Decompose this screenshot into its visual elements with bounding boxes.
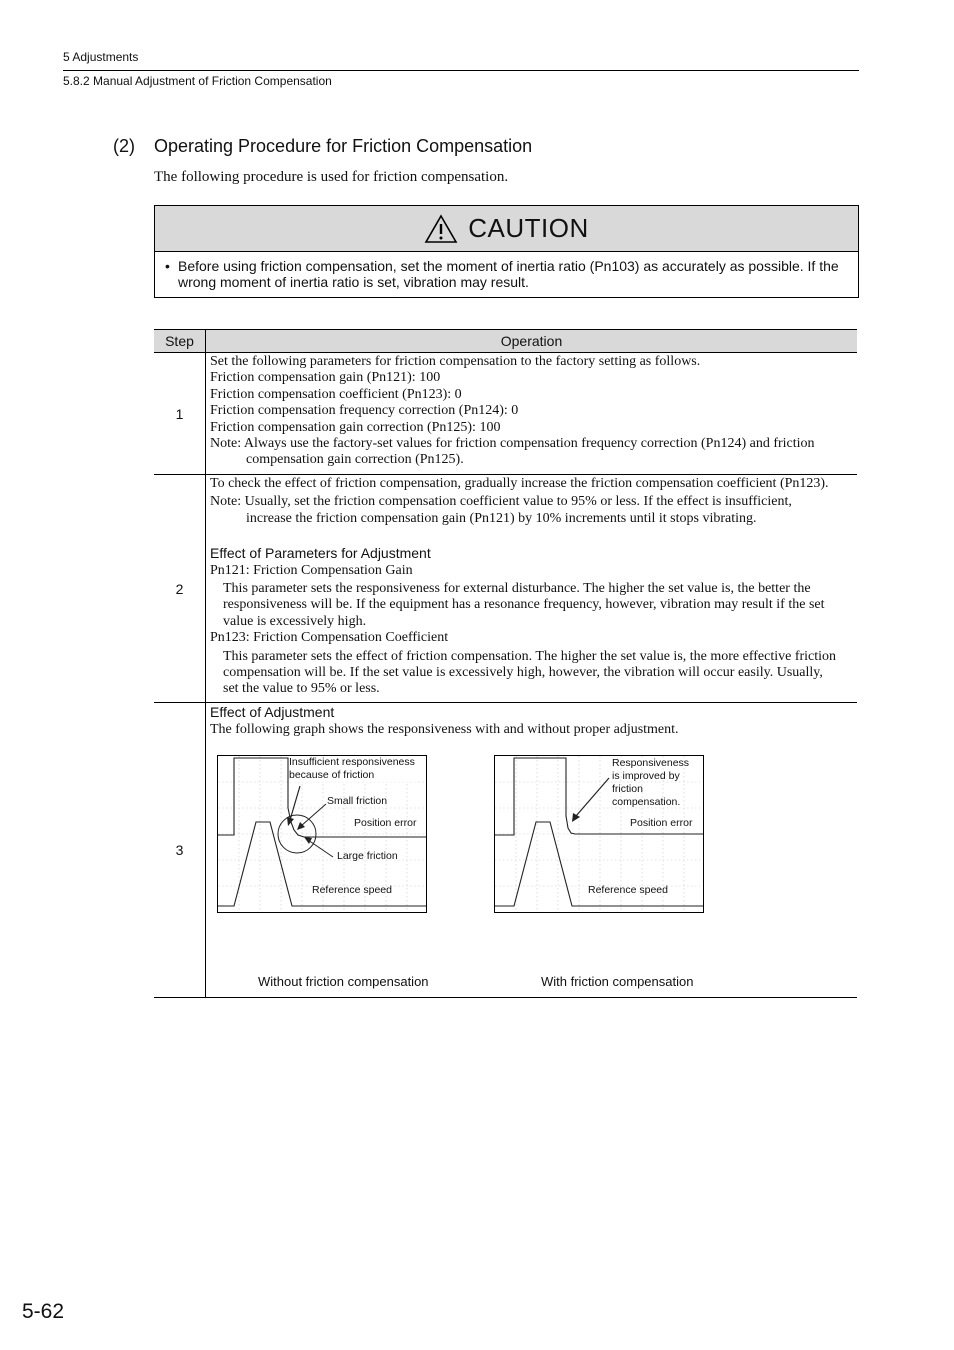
param-desc-line: compensation will be. If the set value is excessively high, however, the vibration will occur easily. Usually, xyxy=(223,665,823,681)
op-line: To check the effect of friction compensation, gradually increase the friction compensation coefficient (Pn123). xyxy=(210,476,829,491)
step-number: 1 xyxy=(154,353,206,475)
param-desc-line: value is excessively high. xyxy=(223,613,367,629)
section-title xyxy=(113,136,532,157)
warning-triangle-icon xyxy=(424,214,458,244)
caution-text: Before using friction compensation, set the moment of inertia ratio (Pn103) as accurately as possible. If the wrong moment of inertia ratio is set, vibration may result. xyxy=(178,258,839,290)
column-header-operation: Operation xyxy=(206,330,858,353)
annotation-line: Responsiveness xyxy=(612,756,690,769)
param-title: Pn121: Friction Compensation Gain xyxy=(210,562,413,578)
table-header-row xyxy=(154,330,857,353)
caution-box xyxy=(154,205,859,298)
op-line: Friction compensation coefficient (Pn123): 0 xyxy=(210,386,462,402)
annotation-improved xyxy=(612,757,689,809)
param-desc-line: set the value to 95% or less. xyxy=(223,681,380,697)
section-intro: The following procedure is used for friction compensation. xyxy=(154,169,509,185)
note-line: compensation gain correction (Pn125). xyxy=(246,452,464,468)
label-small-friction: Small friction xyxy=(327,794,388,807)
note-line: Note: Always use the factory-set values for friction compensation frequency correction (Pn124) and friction xyxy=(210,436,815,452)
table-row xyxy=(154,353,857,475)
step-number: 2 xyxy=(154,475,206,703)
label-reference-speed: Reference speed xyxy=(588,883,668,896)
step-number: 3 xyxy=(154,703,206,998)
op-line: The following graph shows the responsiveness with and without proper adjustment. xyxy=(210,722,679,738)
annotation-line: friction xyxy=(612,782,643,795)
step-operation xyxy=(206,703,858,998)
graph-with-compensation xyxy=(494,755,704,913)
annotation-insufficient xyxy=(289,756,415,782)
label-position-error: Position error xyxy=(630,816,693,829)
annotation-line: because of friction xyxy=(289,768,375,781)
op-line: Set the following parameters for friction compensation to the factory setting as follows. xyxy=(210,354,701,369)
note-line: increase the friction compensation gain (Pn121) by 10% increments until it stops vibrating. xyxy=(246,510,757,526)
note-line: Note: Usually, set the friction compensation coefficient value to 95% or less. If the effect is insufficient, xyxy=(210,494,792,510)
annotation-line: compensation. xyxy=(612,795,681,808)
caution-body xyxy=(155,252,858,290)
comparison-graphs xyxy=(206,739,857,997)
caution-header xyxy=(155,206,858,252)
table-row xyxy=(154,703,857,998)
header-rule xyxy=(63,70,859,71)
section-number: (2) xyxy=(113,136,135,156)
caption-with-compensation: With friction compensation xyxy=(541,973,694,989)
column-header-step: Step xyxy=(154,330,206,353)
header-chapter: 5 Adjustments xyxy=(63,50,139,64)
step-operation xyxy=(206,353,858,475)
procedure-table xyxy=(154,329,857,998)
annotation-line: is improved by xyxy=(612,769,680,782)
param-desc-line: This parameter sets the responsiveness for external disturbance. The higher the set value is, the better the xyxy=(223,581,811,597)
caption-without-compensation: Without friction compensation xyxy=(258,973,429,989)
page-number: 5-62 xyxy=(22,1300,65,1323)
caution-bullet: • xyxy=(165,258,170,274)
op-line: Friction compensation frequency correction (Pn124): 0 xyxy=(210,403,519,419)
param-title: Pn123: Friction Compensation Coefficient xyxy=(210,630,449,646)
label-reference-speed: Reference speed xyxy=(312,883,392,896)
op-line: Friction compensation gain correction (Pn125): 100 xyxy=(210,419,501,435)
subheading: Effect of Parameters for Adjustment xyxy=(210,545,431,562)
param-desc-line: responsiveness will be. If the equipment has a resonance frequency, however, vibration may result if the set xyxy=(223,597,825,613)
graph-without-compensation xyxy=(217,755,427,913)
param-desc-line: This parameter sets the effect of friction compensation. The higher the set value is, the more effective friction xyxy=(223,648,837,664)
label-large-friction: Large friction xyxy=(337,849,398,862)
annotation-line: Insufficient responsiveness xyxy=(289,755,415,768)
caution-title: CAUTION xyxy=(468,213,589,243)
header-section: 5.8.2 Manual Adjustment of Friction Compensation xyxy=(63,74,332,88)
section-title-text: Operating Procedure for Friction Compensation xyxy=(154,136,533,156)
step-operation xyxy=(206,475,858,703)
table-row xyxy=(154,475,857,703)
subheading: Effect of Adjustment xyxy=(210,704,335,720)
op-line: Friction compensation gain (Pn121): 100 xyxy=(210,370,441,386)
label-position-error: Position error xyxy=(354,816,417,829)
